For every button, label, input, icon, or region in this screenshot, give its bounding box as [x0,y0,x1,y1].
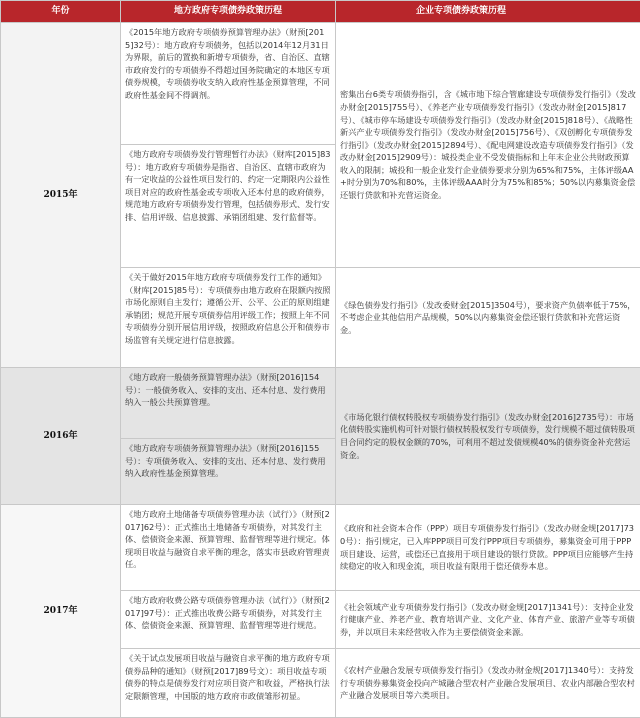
year-cell: 2017年 [1,505,121,718]
enterprise-policy-cell: 《绿色债券发行指引》（发改委财金[2015]3504号），要求资产负债率低于75%，不考虑企业其他信用产品规模，50%以内募集资金偿还银行贷款和补充营运资金。 [336,268,640,368]
enterprise-policy-cell: 密集出台6类专项债券指引，含《城市地下综合管廊建设专项债券发行指引》（发改办财金[2015]755号）、《养老产业专项债券发行指引》（发改办财金[2015]817号）、《城市停车场建设专项债券发行指引》（发改办财金[2015]818号）、《战略性新兴产业专项债券发行指引》（发改办财金[2015]756号）、《双创孵化专项债券发行指引》（发改办财金[2015]2894号）、《配电网建设改造专项债券发行指引》（发改办财金[2015]2909号）：城投类企业不受发债指标和上年末企业公共财政预算收入的限制；城投和一般企业发行企业债券要求分别为65%和75%，主体评级AA+时分别为70%和80%，主体评级AAA时分为75%和85%；50%以内募集资金偿还银行贷款和补充营运资金。 [336,23,640,268]
local-policy-cell: 《地方政府土地储备专项债券管理办法（试行）》（财预[2017]62号）：正式推出土地储备专项债券，对其发行主体、偿债资金来源、预算管理、监督管理等进行规定。体现项目收益与融资自求平衡的理念，落实市县政府管理责任。 [121,505,336,591]
local-policy-cell: 《关于做好2015年地方政府专项债券发行工作的通知》（财库[2015]85号）：专项债券由地方政府在限额内按照市场化原则自主发行；遵循公开、公平、公正的原则组建承销团；规范开展专项债券信用评级工作；按照上年不同专项债券分别开展信用评级，按照政府信息公开和债券市场监管有关规定进行信息披露。 [121,268,336,368]
header-enterprise: 企业专项债券政策历程 [336,1,640,23]
local-policy-cell: 《地方政府专项债券发行管理暂行办法》（财库[2015]83号）：地方政府专项债券是指省、自治区、直辖市政府为有一定收益的公益性项目发行的、约定一定期限内公益性项目对应的政府性基金或专项收入还本付息的政府债券，规范地方政府专项债券发行管理，包括债券形式、发行安排、信用评级、信息披露、承销团组建、发行监督等。 [121,145,336,268]
enterprise-policy-cell: 《市场化银行债权转股权专项债券发行指引》（发改办财金[2016]2735号）：市场化债转股实施机构可针对银行债权转股权发行专项债券，发行规模不超过债转股项目合同约定的股权金额的70%，可利用不超过发债规模40%的债券资金补充营运资金。 [336,368,640,505]
header-row [1,1,640,23]
local-policy-cell: 《2015年地方政府专项债券预算管理办法》（财预[2015]32号）：地方政府专项债务，包括以2014年12月31日为界限，前后的置换和新增专项债券，省、自治区、直辖市政府发行的专项债券不得超过国务院确定的本地区专项债券规模，专项债券收支纳入政府性基金预算管理，不同政府性基金间不得调剂。 [121,23,336,145]
enterprise-policy-cell: 《政府和社会资本合作（PPP）项目专项债券发行指引》（发改办财金规[2017]730号）：指引规定，已入库PPP项目可发行PPP项目专项债券，募集资金可用于PPP项目建设、运营，或偿还已直接用于项目建设的银行贷款。PPP项目应能够产生持续稳定的收入和现金流，项目收益有限用于偿还债券本息。 [336,505,640,591]
local-policy-cell: 《关于试点发展项目收益与融资自求平衡的地方政府专项债券品种的通知》（财预[2017]89号文）：项目收益专项债券的特点是债券发行对应项目资产和收益，严格执行法定限额管理，中国版的地方政府市政债雏形初显。 [121,649,336,718]
header-local: 地方政府专项债券政策历程 [121,1,336,23]
year-cell: 2015年 [1,23,121,368]
local-policy-cell: 《地方政府专项债务预算管理办法》（财预[2016]155号）：专项债务收入、安排的支出、还本付息、发行费用纳入政府性基金预算管理。 [121,439,336,505]
table-row [1,23,640,145]
table-row [1,505,640,591]
enterprise-policy-cell: 《农村产业融合发展专项债券发行指引》（发改办财金规[2017]1340号）：支持发行专项债券募集资金投向产城融合型农村产业融合发展项目、农业内部融合型农村产业融合发展项目等六类项目。 [336,649,640,718]
enterprise-policy-cell: 《社会领域产业专项债券发行指引》（发改办财金规[2017]1341号）：支持企业发行健康产业、养老产业、教育培训产业、文化产业、体育产业、旅游产业等专项债券，并以项目未来经营收入作为主要偿债资金来源。 [336,591,640,649]
local-policy-cell: 《地方政府一般债务预算管理办法》（财预[2016]154号）：一般债务收入、安排的支出、还本付息、发行费用纳入一般公共预算管理。 [121,368,336,439]
table-row [1,368,640,439]
year-cell: 2016年 [1,368,121,505]
header-year: 年份 [1,1,121,23]
local-policy-cell: 《地方政府收费公路专项债券管理办法（试行）》（财预[2017]97号）：正式推出收费公路专项债券，对其发行主体、偿债资金来源、预算管理、监督管理等进行规范。 [121,591,336,649]
